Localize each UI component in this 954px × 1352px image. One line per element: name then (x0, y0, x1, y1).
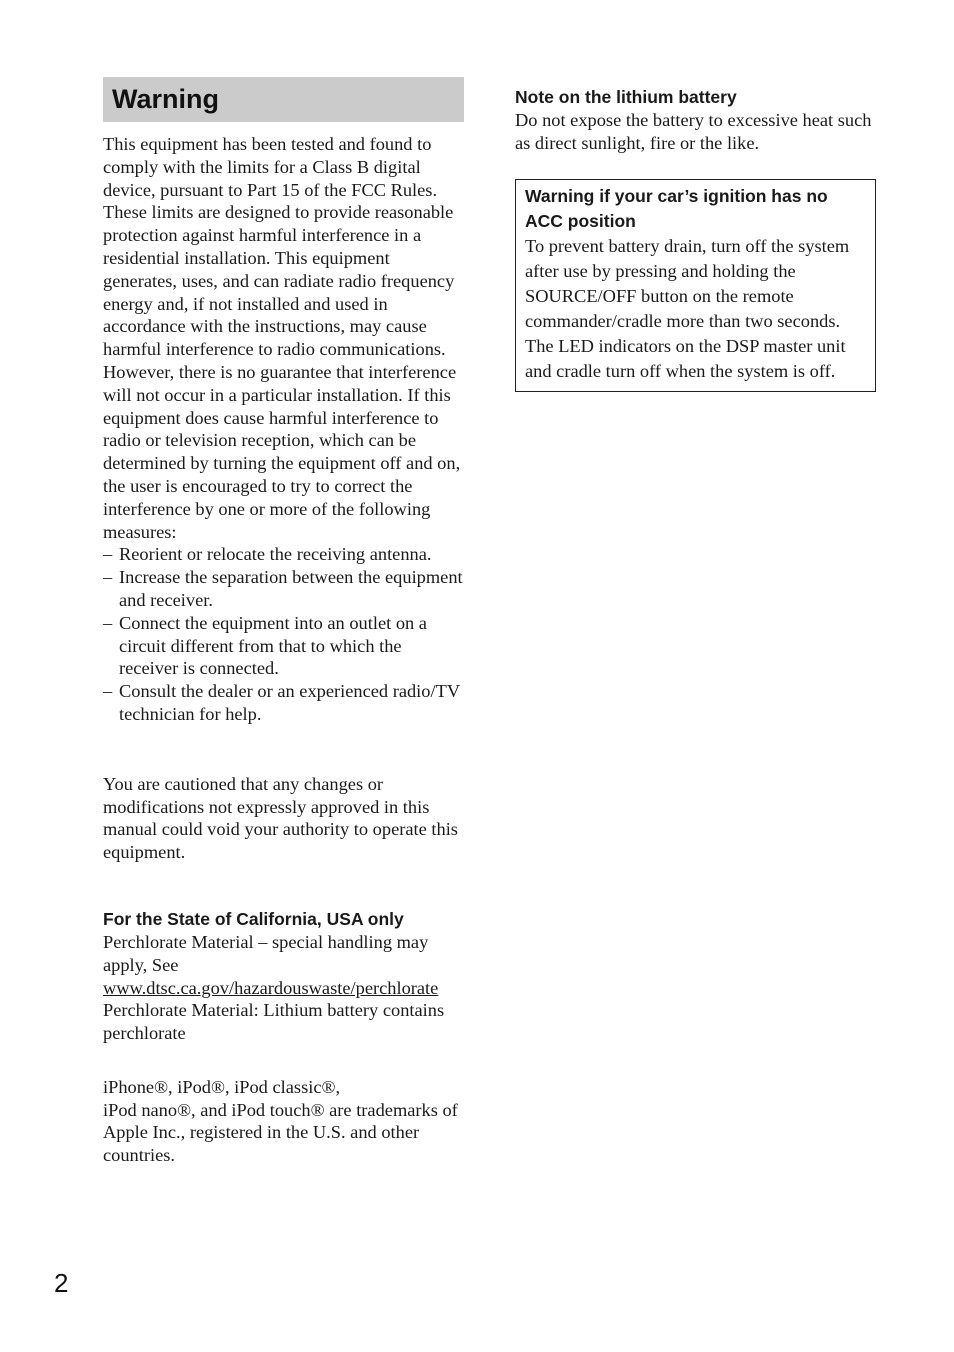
perchlorate-url-link[interactable]: www.dtsc.ca.gov/hazardouswaste/perchlorate (103, 977, 439, 998)
bullet-dash: – (103, 612, 113, 633)
trademarks-line-1: iPhone®, iPod®, iPod classic®, (103, 1076, 341, 1097)
interference-measures-list (103, 543, 464, 725)
measure-text: Reorient or relocate the receiving antenna. (119, 544, 432, 565)
perchlorate-line-1: Perchlorate Material – special handling may apply, See (103, 931, 429, 975)
right-column (515, 86, 877, 392)
list-item (103, 612, 464, 680)
lithium-note-heading: Note on the lithium battery (515, 87, 737, 107)
list-item (103, 680, 464, 726)
perchlorate-line-2: Perchlorate Material: Lithium battery contains perchlorate (103, 1000, 445, 1044)
list-item (103, 543, 464, 566)
measure-text: Increase the separation between the equipment and receiver. (119, 567, 463, 610)
caution-paragraph: You are cautioned that any changes or modifications not expressly approved in this manual could void your authority to operate this equipment. (103, 773, 458, 863)
ignition-warning-box (515, 179, 876, 392)
measure-text: Consult the dealer or an experienced radio/TV technician for help. (119, 681, 460, 724)
measure-text: Connect the equipment into an outlet on a circuit different from that to which the receiver is connected. (119, 612, 427, 679)
ignition-warning-heading: Warning if your car’s ignition has no ACC position (525, 185, 828, 231)
lithium-note-body: Do not expose the battery to excessive heat such as direct sunlight, fire or the like. (515, 110, 872, 153)
left-column (103, 77, 464, 1167)
bullet-dash: – (103, 567, 113, 588)
list-item (103, 566, 464, 612)
california-heading: For the State of California, USA only (103, 908, 404, 929)
trademarks-line-2: iPod nano®, and iPod touch® are trademarks of Apple Inc., registered in the U.S. and other countries. (103, 1099, 458, 1166)
page-number: 2 (54, 1268, 69, 1298)
warning-header-bar (103, 77, 464, 122)
warning-title: Warning (112, 84, 219, 114)
ignition-warning-body: To prevent battery drain, turn off the system after use by pressing and holding the SOURCE/OFF button on the remote commander/cradle more than two seconds. The LED indicators on the DSP master unit and cradle turn off when the system is off. (525, 235, 850, 381)
bullet-dash: – (103, 681, 113, 702)
bullet-dash: – (103, 544, 113, 565)
fcc-paragraph-2: These limits are designed to provide reasonable protection against harmful interference in a residential installation. This equipment generates, uses, and can radiate radio frequency energy and, if not installed and used in accordance with the instructions, may cause harmful interference to radio communications. However, there is no guarantee that interference will not occur in a particular installation. If this equipment does cause harmful interference to radio or television reception, which can be determined by turning the equipment off and on, the user is encouraged to try to correct the interference by one or more of the following measures: (103, 202, 461, 542)
fcc-paragraph-1: This equipment has been tested and found to comply with the limits for a Class B digital device, pursuant to Part 15 of the FCC Rules. (103, 134, 438, 200)
